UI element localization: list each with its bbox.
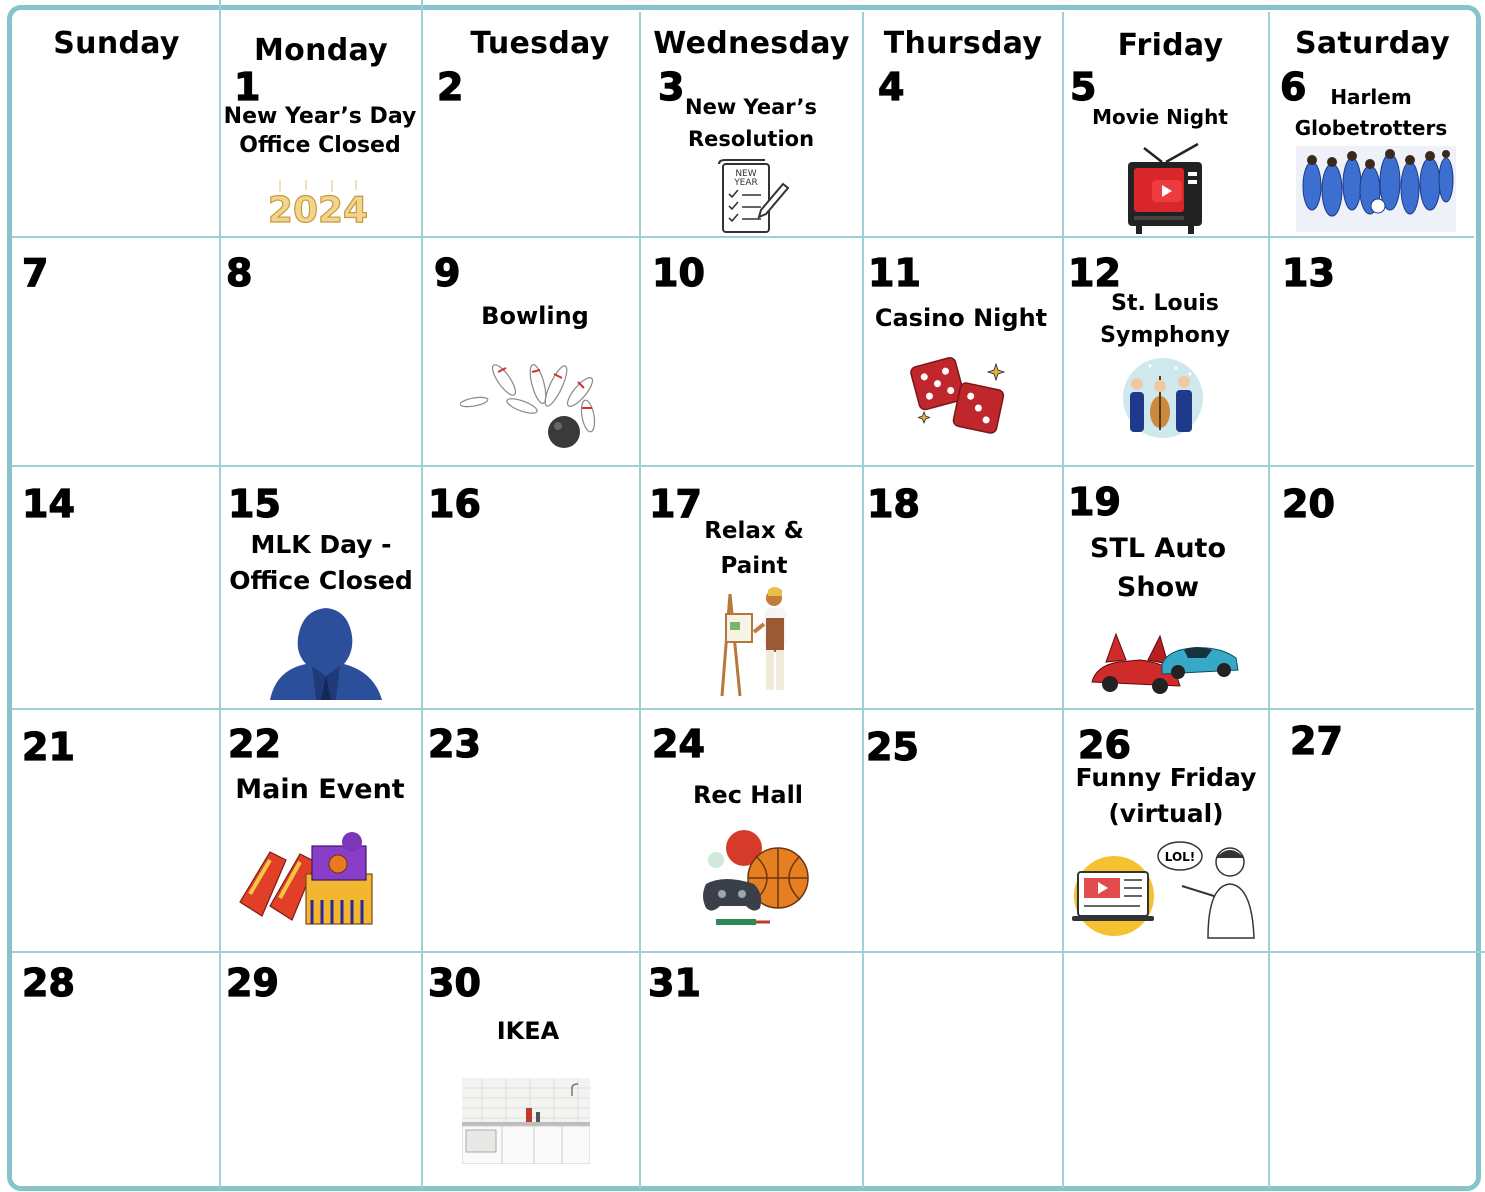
date-number: 5 — [1070, 65, 1097, 109]
dice-icon — [908, 354, 1008, 440]
event-line: Bowling — [481, 302, 589, 330]
date-number: 23 — [428, 722, 481, 766]
date-number: 6 — [1280, 65, 1307, 109]
event-new-years-day — [221, 103, 419, 160]
date-number: 4 — [878, 65, 905, 109]
bowling-icon — [460, 350, 608, 450]
date-number: 1 — [234, 65, 261, 109]
event-rec-hall — [678, 780, 818, 811]
grid-line — [12, 708, 1474, 710]
date-number: 22 — [228, 722, 281, 766]
date-number: 28 — [22, 961, 75, 1005]
event-relax-paint — [690, 514, 818, 583]
event-line: Paint — [720, 552, 788, 579]
event-bowling — [460, 301, 610, 332]
date-number: 26 — [1078, 723, 1131, 767]
ikea-kitchen-image — [462, 1078, 590, 1164]
date-number: 21 — [22, 725, 75, 769]
event-line: IKEA — [496, 1017, 560, 1045]
checklist-heading-line2: YEAR — [734, 178, 758, 188]
globetrotters-team-image — [1296, 146, 1456, 232]
date-number: 18 — [867, 482, 920, 526]
event-line: Relax & — [704, 518, 804, 544]
year-2024-balloons-image — [262, 180, 374, 228]
event-line: Show — [1116, 572, 1200, 604]
event-ikea — [478, 1016, 578, 1047]
grid-line — [421, 0, 423, 1188]
weekday-header-tuesday: Tuesday — [470, 26, 610, 61]
weekday-header-monday: Monday — [254, 33, 388, 68]
event-line: New Year’s — [685, 95, 817, 119]
painter-easel-image — [716, 584, 796, 700]
date-number: 20 — [1282, 482, 1335, 526]
comedy-stream-image — [1068, 840, 1268, 940]
grid-line — [12, 465, 1474, 467]
grid-line — [219, 0, 221, 1188]
grid-line — [12, 951, 1485, 953]
date-number: 2 — [437, 65, 464, 109]
grid-line — [862, 12, 864, 1188]
date-number: 24 — [652, 722, 705, 766]
event-line: Office Closed — [229, 566, 413, 596]
event-line: Harlem — [1330, 85, 1412, 109]
event-new-years-resolution — [680, 92, 822, 155]
event-mlk-day — [222, 527, 420, 600]
grid-line — [12, 236, 1474, 238]
date-number: 15 — [228, 482, 281, 526]
weekday-header-wednesday: Wednesday — [653, 26, 850, 61]
sports-cars-image — [1088, 630, 1240, 694]
grid-line — [639, 12, 641, 1188]
date-number: 12 — [1068, 251, 1121, 295]
weekday-header-friday: Friday — [1117, 28, 1224, 63]
weekday-header-thursday: Thursday — [883, 26, 1043, 61]
event-line: (virtual) — [1108, 799, 1224, 829]
event-harlem-globetrotters — [1282, 82, 1460, 144]
event-casino-night — [866, 303, 1056, 334]
event-line: MLK Day - — [250, 530, 392, 559]
symphony-musicians-image — [1120, 356, 1206, 444]
date-number: 10 — [652, 251, 705, 295]
lol-bubble-text: LOL! — [1164, 850, 1196, 864]
event-stl-auto-show — [1080, 529, 1236, 607]
date-number: 17 — [649, 482, 702, 526]
date-number: 8 — [226, 251, 253, 295]
grid-line — [1062, 12, 1064, 1188]
weekday-header-saturday: Saturday — [1294, 26, 1451, 61]
event-line: STL Auto — [1089, 533, 1227, 564]
date-number: 16 — [428, 482, 481, 526]
date-number: 14 — [22, 482, 75, 526]
date-number: 29 — [226, 961, 279, 1005]
year-2024-text: 2024 — [267, 190, 369, 228]
event-movie-night — [1080, 104, 1240, 130]
event-line: Movie Night — [1092, 105, 1228, 129]
date-number: 7 — [22, 251, 49, 295]
date-number: 31 — [648, 961, 701, 1005]
event-line: Symphony — [1100, 322, 1230, 348]
date-number: 13 — [1282, 251, 1335, 295]
date-number: 11 — [868, 251, 921, 295]
date-number: 30 — [428, 961, 481, 1005]
event-line: St. Louis — [1111, 291, 1219, 316]
event-funny-friday — [1074, 760, 1258, 833]
event-line: Main Event — [235, 774, 405, 805]
event-st-louis-symphony — [1088, 288, 1242, 352]
event-line: Casino Night — [874, 304, 1048, 332]
checklist-heading-line1: NEW — [735, 169, 757, 179]
event-line: Rec Hall — [692, 781, 804, 809]
event-line: Globetrotters — [1294, 116, 1448, 140]
event-line: Office Closed — [239, 132, 401, 158]
arcade-machines-image — [236, 830, 382, 928]
date-number: 25 — [866, 725, 919, 769]
date-number: 9 — [434, 251, 461, 295]
grid-line — [1268, 12, 1270, 1188]
rec-hall-games-image — [702, 826, 814, 934]
tv-icon — [1124, 142, 1206, 236]
weekday-header-sunday: Sunday — [53, 26, 180, 61]
resolution-checklist-icon — [715, 158, 789, 236]
event-line: New Year’s Day — [223, 104, 417, 129]
date-number: 19 — [1068, 480, 1121, 524]
mlk-portrait-image — [266, 606, 386, 700]
event-line: Resolution — [687, 126, 815, 151]
event-main-event — [224, 772, 416, 807]
event-line: Funny Friday — [1075, 763, 1257, 792]
date-number: 27 — [1290, 719, 1343, 763]
date-number: 3 — [658, 65, 685, 109]
